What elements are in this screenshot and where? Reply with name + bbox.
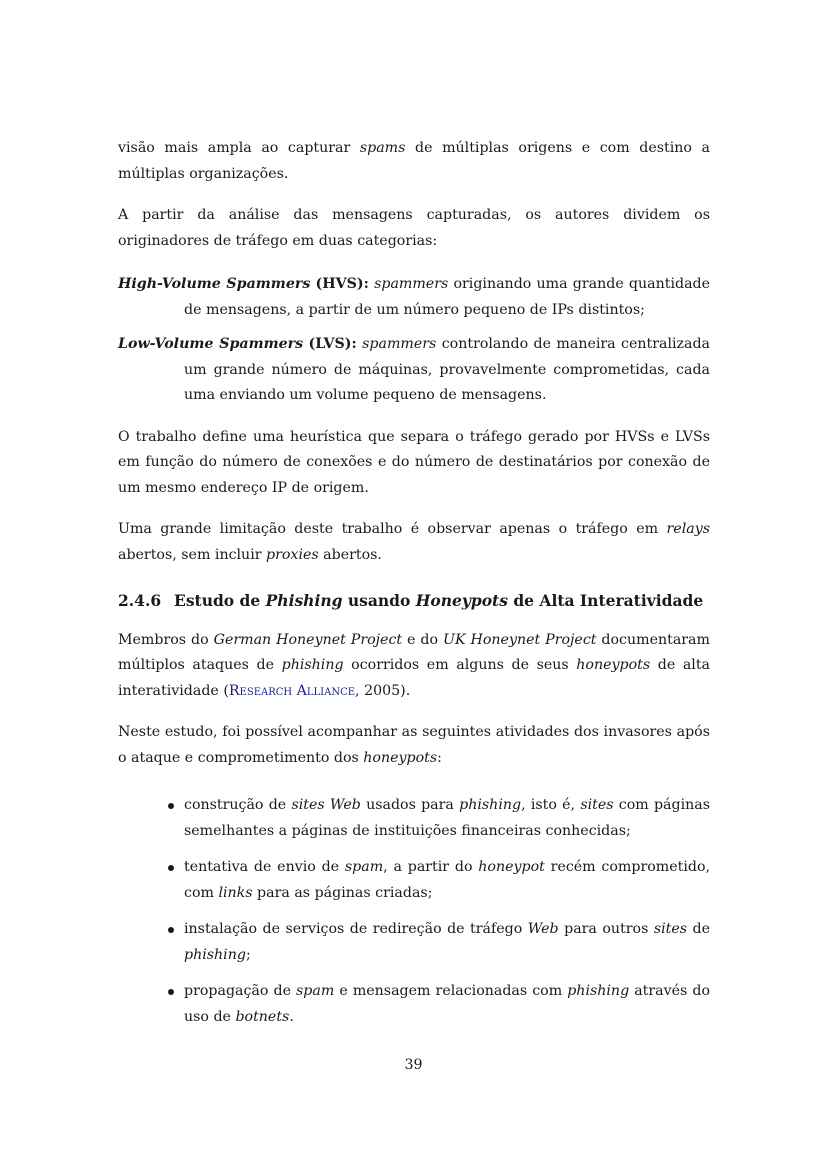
paragraph-5 [118, 628, 710, 705]
text-run: para outros [558, 921, 654, 937]
text-run: , 2005). [355, 682, 411, 699]
text-run: de alta interatividade ( [118, 657, 710, 699]
text-run: abertos, sem incluir [118, 546, 267, 563]
italic-term: Web [527, 921, 559, 937]
text-run: propagação de [184, 983, 297, 999]
italic-term: spammers [362, 336, 437, 352]
page-body [118, 136, 710, 1041]
italic-term: honeypots [363, 749, 438, 766]
text-run: tentativa de envio de [184, 859, 345, 875]
citation-link[interactable]: Research Alliance [228, 682, 356, 699]
text-run: ; [245, 946, 251, 963]
text-run: para as páginas criadas; [252, 884, 433, 901]
definition-lvs [118, 332, 710, 409]
text-run: construção de [184, 797, 292, 813]
text-run: ocorridos em alguns de seus [343, 657, 577, 673]
paragraph-3: O trabalho define uma heurística que separa o tráfego gerado por HVSs e LVSs em função do número de conexões e do número de destinatários por conexão de um mesmo endereço IP de origem. [118, 428, 710, 496]
italic-term: phishing [281, 657, 344, 673]
list-item [184, 793, 710, 844]
italic-term: sites Web [291, 797, 361, 813]
italic-term: Honeypots [415, 591, 508, 610]
list-item [184, 855, 710, 906]
text-run: de múltiplas origens e com destino a múltiplas organizações. [118, 140, 710, 182]
text-run: , a partir do [383, 859, 479, 875]
italic-term: honeypots [576, 657, 651, 673]
section-number: 2.4.6 [118, 591, 162, 610]
paragraph-2: A partir da análise das mensagens capturadas, os autores dividem os originadores de tráfego em duas categorias: [118, 207, 710, 249]
bullet-icon [168, 865, 174, 871]
list-item [184, 917, 710, 968]
italic-term: phishing [459, 797, 522, 813]
italic-term: relays [666, 521, 710, 537]
italic-term: phishing [184, 946, 246, 963]
text-run: usados para [360, 797, 460, 813]
bullet-icon [168, 803, 174, 809]
definition-term: High-Volume Spammers [118, 276, 311, 292]
text-run: e do [402, 631, 443, 648]
text-run: : [437, 749, 442, 766]
italic-term: spams [359, 140, 406, 156]
italic-term: sites [580, 797, 614, 813]
text-run: abertos. [318, 546, 382, 563]
text-run: Estudo de [174, 591, 266, 610]
section-heading [118, 588, 710, 614]
definition-list [118, 272, 710, 409]
definition-text: originando uma grande quantidade de mensagens, a partir de um número pequeno de IPs distintos; [184, 276, 711, 318]
italic-term: honeypot [478, 859, 545, 875]
italic-term: Phishing [265, 591, 343, 610]
text-run: documentaram múltiplos ataques de [118, 631, 710, 673]
bullet-icon [168, 989, 174, 995]
bullet-icon [168, 927, 174, 933]
italic-term: spammers [374, 276, 449, 292]
text-run: recém comprometido, com [184, 859, 710, 901]
italic-term: phishing [567, 983, 630, 999]
text-run: através do uso de [184, 983, 710, 1025]
italic-term: spam [344, 859, 384, 875]
definition-abbr: (HVS): [315, 276, 369, 292]
italic-term: proxies [266, 546, 319, 563]
bullet-list [118, 793, 710, 1030]
page-number: 39 [404, 1057, 423, 1073]
text-run: com páginas semelhantes a páginas de instituições financeiras conhecidas; [184, 797, 710, 839]
paragraph-4 [118, 517, 710, 568]
text-run: usando [342, 591, 416, 610]
definition-abbr: (LVS): [308, 336, 357, 352]
list-item [184, 979, 710, 1030]
text-run: . [289, 1008, 294, 1025]
italic-term: German Honeynet Project [213, 631, 403, 648]
text-run: e mensagem relacionadas com [334, 983, 568, 999]
text-run: , isto é, [521, 797, 581, 813]
text-run: Uma grande limitação deste trabalho é observar apenas o tráfego em [118, 521, 667, 537]
italic-term: UK Honeynet Project [442, 631, 597, 648]
paragraph-1 [118, 136, 710, 187]
definition-hvs [118, 272, 710, 323]
italic-term: spam [296, 983, 335, 999]
text-run: instalação de serviços de redireção de tráfego [184, 921, 528, 937]
text-run: Neste estudo, foi possível acompanhar as seguintes atividades dos invasores após o ataque e comprometimento dos [118, 724, 710, 766]
italic-term: botnets [235, 1008, 290, 1025]
text-run: Membros do [118, 631, 214, 648]
text-run: de [687, 921, 710, 937]
italic-term: sites [653, 921, 688, 937]
text-run: visão mais ampla ao capturar [118, 140, 360, 156]
text-run: de Alta Interatividade [507, 591, 704, 610]
definition-term: Low-Volume Spammers [118, 336, 304, 352]
italic-term: links [218, 884, 253, 901]
definition-text: controlando de maneira centralizada um grande número de máquinas, provavelmente comprometidas, cada uma enviando um volume pequeno de mensagens. [184, 336, 711, 403]
paragraph-6 [118, 720, 710, 771]
